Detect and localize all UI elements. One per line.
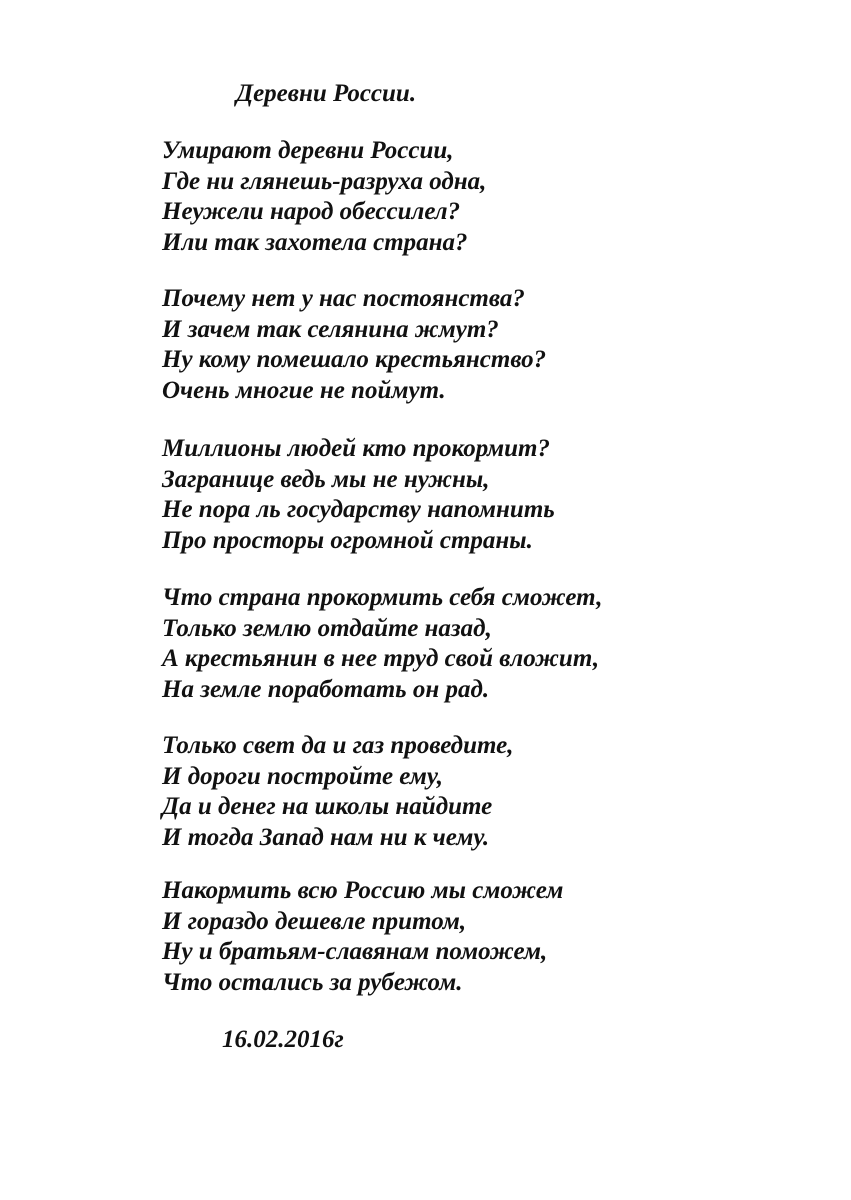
stanza-1: [162, 136, 486, 258]
stanza-line: Что остались за рубежом.: [162, 968, 463, 996]
stanza-line: И гораздо дешевле притом,: [162, 907, 467, 935]
stanza-line: Что страна прокормить себя сможет,: [162, 584, 603, 611]
stanza-line: Почему нет у нас постоянства?: [162, 285, 525, 312]
stanza-line: А крестьянин в нее труд свой вложит,: [162, 645, 600, 672]
stanza-2: [162, 284, 546, 406]
stanza-5: [162, 731, 513, 853]
stanza-line: Ну кому помешало крестьянство?: [162, 346, 547, 373]
stanza-line: Ну и братьям-славянам поможем,: [162, 938, 548, 965]
stanza-line: Очень многие не поймут.: [162, 376, 446, 404]
stanza-line: На земле поработать он рад.: [162, 675, 490, 703]
stanza-4: [162, 583, 602, 705]
stanza-line: Не пора ль государству напомнить: [162, 496, 555, 523]
stanza-line: Загранице ведь мы не нужны,: [162, 465, 490, 493]
stanza-line: Только свет да и газ проведите,: [162, 732, 514, 759]
stanza-line: И тогда Запад нам ни к чему.: [162, 823, 490, 851]
stanza-line: И зачем так селянина жмут?: [162, 315, 499, 343]
stanza-line: Неужели народ обессилел?: [162, 198, 461, 225]
stanza-6: [162, 876, 563, 998]
stanza-line: Или так захотела страна?: [162, 228, 468, 256]
stanza-line: Где ни глянешь-разруха одна,: [162, 167, 487, 195]
stanza-line: И дороги постройте ему,: [162, 762, 443, 790]
stanza-line: Накормить всю Россию мы сможем: [162, 877, 564, 904]
poem-date: 16.02.2016г: [222, 1026, 344, 1053]
stanza-line: Миллионы людей кто прокормит?: [162, 435, 550, 462]
stanza-line: Только землю отдайте назад,: [162, 614, 492, 642]
stanza-line: Умирают деревни России,: [162, 137, 454, 164]
stanza-line: Да и денег на школы найдите: [162, 793, 493, 820]
stanza-3: [162, 434, 555, 556]
stanza-line: Про просторы огромной страны.: [162, 526, 533, 554]
poem-title: Деревни России.: [236, 80, 417, 107]
